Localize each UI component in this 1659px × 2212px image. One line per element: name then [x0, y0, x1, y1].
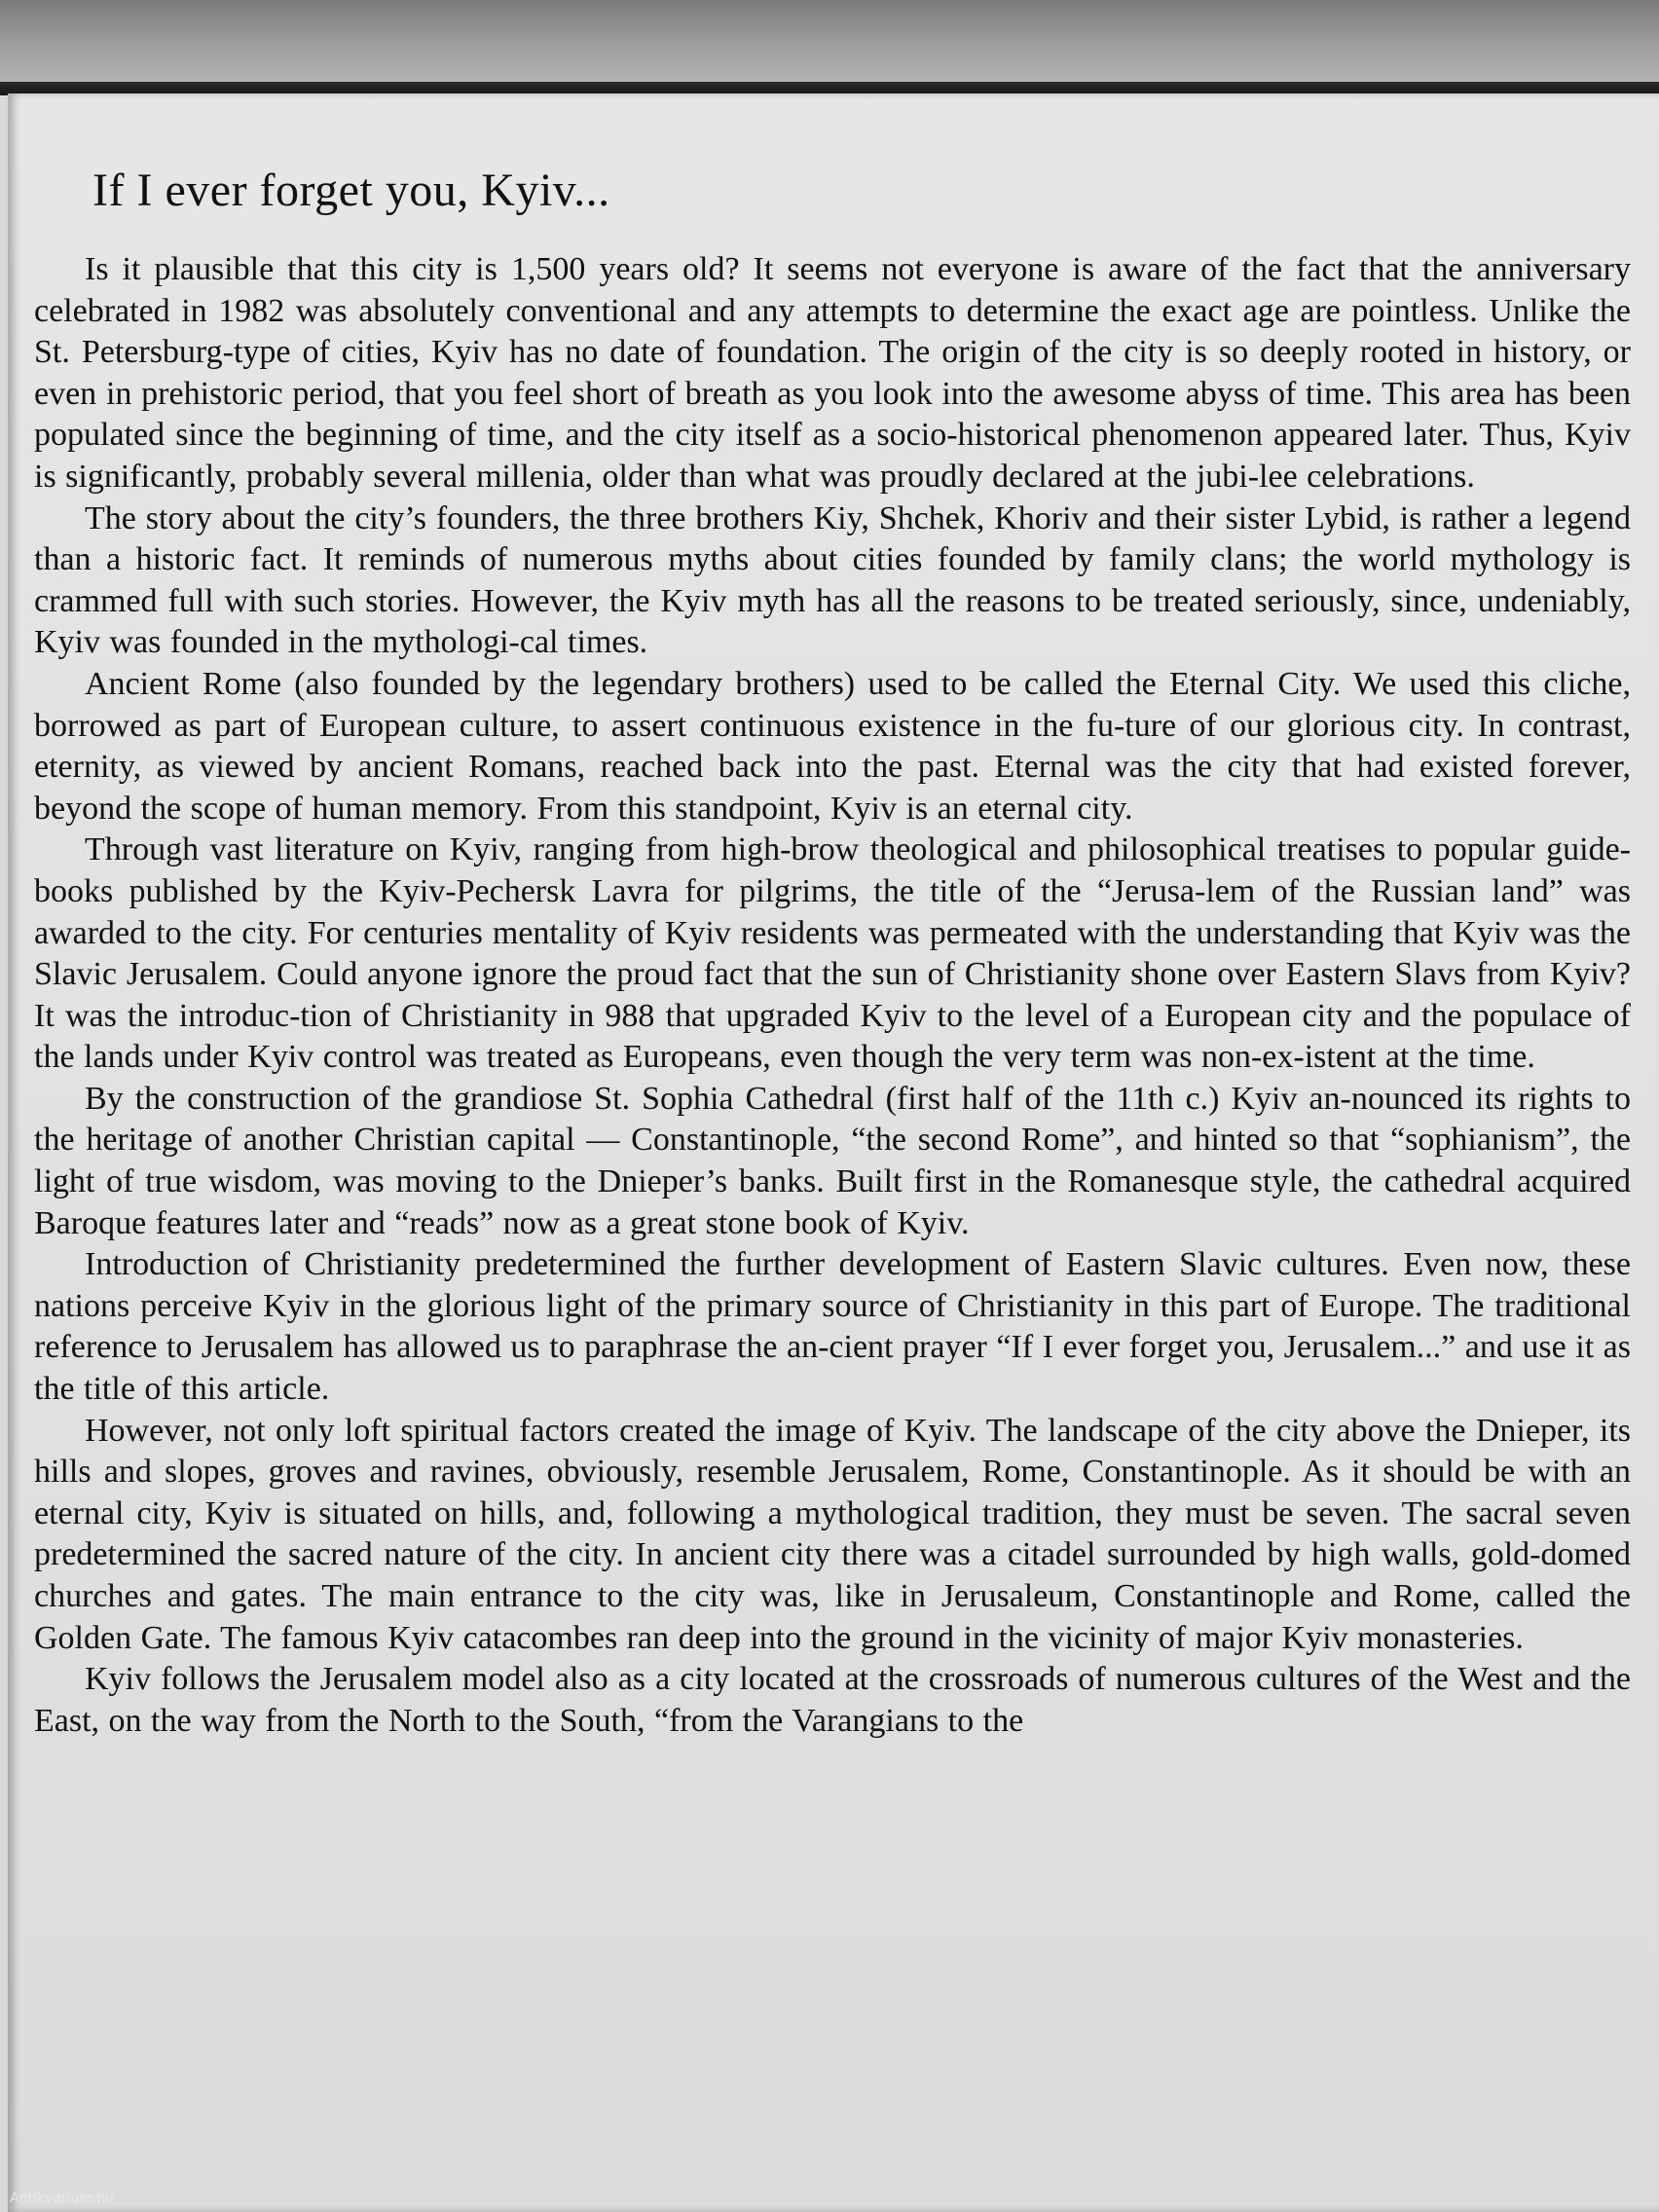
article — [34, 162, 1631, 1742]
watermark: Antikvarium.hu — [10, 2191, 115, 2206]
paragraph-2: The story about the city’s founders, the three brothers Kiy, Shchek, Khoriv and their sister Lybid, is rather a legend than a historic fact. It reminds of numerous myths about cities founded by family clans; the world mythology is crammed full with such stories. However, the Kyiv myth has all the reasons to be treated seriously, since, undeniably, Kyiv was founded in the mythologi-cal times. — [34, 499, 1631, 661]
book-page — [8, 93, 1659, 2212]
paragraph-3: Ancient Rome (also founded by the legendary brothers) used to be called the Eternal City. We used this cliche, borrowed as part of European culture, to assert continuous existence in the fu-ture of our glorious city. In contrast, eternity, as viewed by ancient Romans, reached back into the past. Eternal was the city that had existed forever, beyond the scope of human memory. From this standpoint, Kyiv is an eternal city. — [34, 665, 1631, 827]
paragraph-5: By the construction of the grandiose St. Sophia Cathedral (first half of the 11th c.) Kyiv an-nounced its rights to the heritage of another Christian capital — Constantinople, “the second Rome”, and hinted so that “sophianism”, the light of true wisdom, was moving to the Dnieper’s banks. Built first in the Romanesque style, the cathedral acquired Baroque features later and “reads” now as a great stone book of Kyiv. — [34, 1080, 1631, 1241]
paragraph-7: However, not only loft spiritual factors created the image of Kyiv. The landscape of the city above the Dnieper, its hills and slopes, groves and ravines, obviously, resemble Jerusalem, Rome, Constantinople. As it should be with an eternal city, Kyiv is situated on hills, and, following a mythological tradition, they must be seven. The sacral seven predetermined the sacred nature of the city. In ancient city there was a citadel surrounded by high walls, gold-domed churches and gates. The main entrance to the city was, like in Jerusaleum, Constantinople and Rome, called the Golden Gate. The famous Kyiv catacombes ran deep into the ground in the vicinity of major Kyiv monasteries. — [34, 1412, 1631, 1656]
paragraph-8: Kyiv follows the Jerusalem model also as a city located at the crossroads of numerous cultures of the West and the East, on the way from the North to the South, “from the Varangians to the — [34, 1661, 1631, 1739]
background-surface — [0, 0, 1659, 90]
paragraph-6: Introduction of Christianity predetermined the further development of Eastern Slavic cultures. Even now, these nations perceive Kyiv in the glorious light of the primary source of Christianity in this part of Europe. The traditional reference to Jerusalem has allowed us to paraphrase the an-cient prayer “If I ever forget you, Jerusalem...” and use it as the title of this article. — [34, 1246, 1631, 1408]
article-title: If I ever forget you, Kyiv... — [92, 165, 610, 216]
paragraph-4: Through vast literature on Kyiv, ranging from high-brow theological and philosophical treatises to popular guide-books published by the Kyiv-Pechersk Lavra for pilgrims, the title of the “Jerusa-lem of the Russian land” was awarded to the city. For centuries mentality of Kyiv residents was permeated with the understanding that Kyiv was the Slavic Jerusalem. Could anyone ignore the proud fact that the sun of Christianity shone over Eastern Slavs from Kyiv? It was the introduc-tion of Christianity in 988 that upgraded Kyiv to the level of a European city and the populace of the lands under Kyiv control was treated as Europeans, even though the very term was non-ex-istent at the time. — [34, 831, 1631, 1076]
paragraph-1: Is it plausible that this city is 1,500 years old? It seems not everyone is aware of the fact that the anniversary celebrated in 1982 was absolutely conventional and any attempts to determine the exact age are pointless. Unlike the St. Petersburg-type of cities, Kyiv has no date of foundation. The origin of the city is so deeply rooted in history, or even in prehistoric period, that you feel short of breath as you look into the awesome abyss of time. This area has been populated since the beginning of time, and the city itself as a socio-historical phenomenon appeared later. Thus, Kyiv is significantly, probably several millenia, older than what was proudly declared at the jubi-lee celebrations. — [34, 251, 1631, 495]
